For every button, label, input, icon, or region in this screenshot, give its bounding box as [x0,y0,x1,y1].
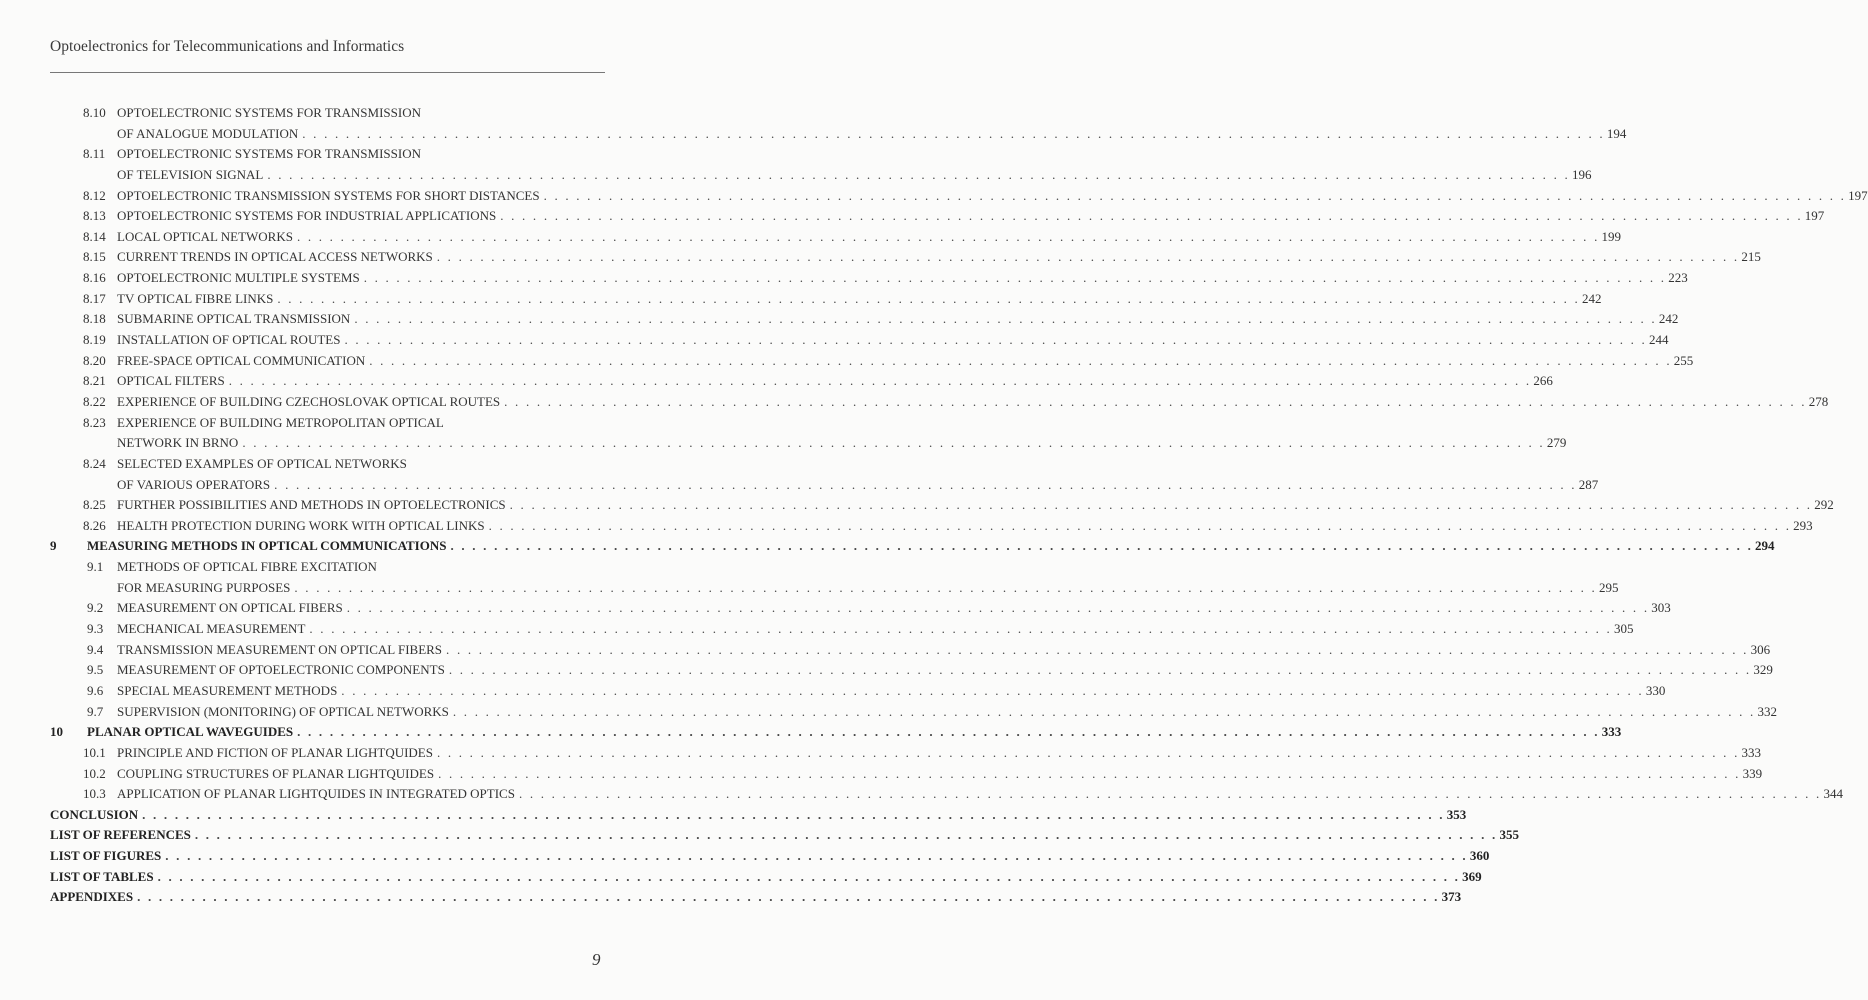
dot-leader: . . . . . . . . . . . . . . . . . . . . . . . . . . . . . . . . . . . . . . . . . . . . . . . . . . . . . . . . . . . . . . . . . . . . . . . . . . . . . . . . . . . . . . . . . . . . . . . . . . . . . . . . . . . . . . . . . . . . . . . . [452,703,1756,719]
toc-entry-page: 330 [1645,682,1666,698]
toc-entry-number: 10.2 [83,765,106,781]
toc-entry-number: 8.21 [83,373,106,389]
toc-entry [0,351,1694,372]
toc-entry-page: 295 [1598,579,1619,595]
toc-entry-number: 8.12 [83,187,106,203]
toc-entry [0,330,1669,351]
toc-entry-page: 199 [1601,228,1622,244]
dot-leader: . . . . . . . . . . . . . . . . . . . . . . . . . . . . . . . . . . . . . . . . . . . . . . . . . . . . . . . . . . . . . . . . . . . . . . . . . . . . . . . . . . . . . . . . . . . . . . . . . . . . . . . . . . . . . . . . . . . . . . . . [309,621,1612,637]
toc-entry-page: 305 [1613,621,1634,637]
dot-leader: . . . . . . . . . . . . . . . . . . . . . . . . . . . . . . . . . . . . . . . . . . . . . . . . . . . . . . . . . . . . . . . . . . . . . . . . . . . . . . . . . . . . . . . . . . . . . . . . . . . . . . . . . . . . . . . . . . . . . . . . [294,579,1597,595]
dot-leader: . . . . . . . . . . . . . . . . . . . . . . . . . . . . . . . . . . . . . . . . . . . . . . . . . . . . . . . . . . . . . . . . . . . . . . . . . . . . . . . . . . . . . . . . . . . . . . . . . . . . . . . . . . . . . . . . . . . . . . . . [448,662,1752,678]
toc-entry-page: 255 [1673,352,1694,368]
toc-entry-number: 8.10 [83,105,106,120]
header-rule [50,72,605,73]
dot-leader: . . . . . . . . . . . . . . . . . . . . . . . . . . . . . . . . . . . . . . . . . . . . . . . . . . . . . . . . . . . . . . . . . . . . . . . . . . . . . . . . . . . . . . . . . . . . . . . . . . . . . . . . . . . . . . . . . . . . . . . . [438,765,1741,781]
dot-leader: . . . . . . . . . . . . . . . . . . . . . . . . . . . . . . . . . . . . . . . . . . . . . . . . . . . . . . . . . . . . . . . . . . . . . . . . . . . . . . . . . . . . . . . . . . . . . . . . . . . . . . . . . . . . . . . . . . . . . . . . [297,724,1600,740]
toc-entry-title: OPTOELECTRONIC SYSTEMS FOR INDUSTRIAL APPLICATIONS [117,208,497,224]
toc-entry-number: 10 [50,724,63,740]
toc-entry-title: LIST OF FIGURES [50,848,162,864]
toc-entry [0,227,1622,248]
dot-leader: . . . . . . . . . . . . . . . . . . . . . . . . . . . . . . . . . . . . . . . . . . . . . . . . . . . . . . . . . . . . . . . . . . . . . . . . . . . . . . . . . . . . . . . . . . . . . . . . . . . . . . . . . . . . . . . . . . . . . . . . [194,827,1498,843]
toc-entry [0,144,673,165]
toc-entry-number: 9.3 [87,621,104,637]
toc-entry-number: 8.19 [83,332,106,348]
toc-entry-number: 9.5 [87,662,104,678]
toc-entry-title: PLANAR OPTICAL WAVEGUIDES [87,724,294,740]
toc-entry-number: 8.22 [83,393,106,409]
toc-entry-number: 8.14 [83,228,106,244]
toc-entry-title: OPTOELECTRONIC SYSTEMS FOR TRANSMISSION [117,105,421,120]
dot-leader: . . . . . . . . . . . . . . . . . . . . . . . . . . . . . . . . . . . . . . . . . . . . . . . . . . . . . . . . . . . . . . . . . . . . . . . . . . . . . . . . . . . . . . . . . . . . . . . . . . . . . . . . . . . . . . . . . . . . . . . . [274,476,1577,492]
toc-entry [0,433,1567,454]
dot-leader: . . . . . . . . . . . . . . . . . . . . . . . . . . . . . . . . . . . . . . . . . . . . . . . . . . . . . . . . . . . . . . . . . . . . . . . . . . . . . . . . . . . . . . . . . . . . . . . . . . . . . . . . . . . . . . . . . . . . . . . . [137,889,1440,905]
toc-entry-page: 333 [1741,744,1762,760]
toc-entry-number: 8.17 [83,290,106,306]
toc-entry-number: 8.16 [83,270,106,286]
toc-entry-title: MEASURING METHODS IN OPTICAL COMMUNICATIONS [87,538,447,554]
toc-entry [0,867,1482,888]
dot-leader: . . . . . . . . . . . . . . . . . . . . . . . . . . . . . . . . . . . . . . . . . . . . . . . . . . . . . . . . . . . . . . . . . . . . . . . . . . . . . . . . . . . . . . . . . . . . . . . . . . . . . . . . . . . . . . . . . . . . . . . . [341,682,1644,698]
toc-entry-page: 303 [1651,600,1671,616]
toc-entry-number: 9.1 [87,559,104,575]
toc-entry-page: 293 [1793,517,1813,533]
toc-entry-title: FURTHER POSSIBILITIES AND METHODS IN OPTOELECTRONICS [117,497,506,513]
page-number: 9 [592,950,601,969]
toc-entry-title: MEASUREMENT OF OPTOELECTRONIC COMPONENTS [117,662,445,678]
toc-entry-page: 332 [1757,703,1777,719]
toc-entry [0,413,673,434]
toc-entry-number: 8.13 [83,208,106,224]
dot-leader: . . . . . . . . . . . . . . . . . . . . . . . . . . . . . . . . . . . . . . . . . . . . . . . . . . . . . . . . . . . . . . . . . . . . . . . . . . . . . . . . . . . . . . . . . . . . . . . . . . . . . . . . . . . . . . . . . . . . . . . . [267,166,1570,182]
toc-entry-page: 369 [1462,868,1482,884]
toc-entry [0,846,1490,867]
dot-leader: . . . . . . . . . . . . . . . . . . . . . . . . . . . . . . . . . . . . . . . . . . . . . . . . . . . . . . . . . . . . . . . . . . . . . . . . . . . . . . . . . . . . . . . . . . . . . . . . . . . . . . . . . . . . . . . . . . . . . . . . [504,393,1807,409]
toc-entry-title: SPECIAL MEASUREMENT METHODS [117,682,338,698]
toc-entry-number: 8.15 [83,249,106,265]
dot-leader: . . . . . . . . . . . . . . . . . . . . . . . . . . . . . . . . . . . . . . . . . . . . . . . . . . . . . . . . . . . . . . . . . . . . . . . . . . . . . . . . . . . . . . . . . . . . . . . . . . . . . . . . . . . . . . . . . . . . . . . . [344,332,1648,348]
toc-entry-title: METHODS OF OPTICAL FIBRE EXCITATION [117,559,377,575]
toc-entry-title: OF ANALOGUE MODULATION [117,125,299,141]
toc-entry [0,557,673,578]
toc-entry-title: EXPERIENCE OF BUILDING CZECHOSLOVAK OPTICAL ROUTES [117,393,501,409]
dot-leader: . . . . . . . . . . . . . . . . . . . . . . . . . . . . . . . . . . . . . . . . . . . . . . . . . . . . . . . . . . . . . . . . . . . . . . . . . . . . . . . . . . . . . . . . . . . . . . . . . . . . . . . . . . . . . . . . . . . . . . . . [450,538,1754,554]
toc-entry-number: 10.3 [83,786,106,802]
toc-entry-page: 294 [1755,538,1775,554]
toc-entry-page: 344 [1823,786,1844,802]
toc-entry-title: APPENDIXES [50,889,134,905]
toc-entry-page: 197 [1804,208,1825,224]
toc-entry [0,805,1467,826]
toc-entry-title: EXPERIENCE OF BUILDING METROPOLITAN OPTICAL [117,414,444,430]
toc-entry-title: APPLICATION OF PLANAR LIGHTQUIDES IN INTEGRATED OPTICS [117,786,515,802]
dot-leader: . . . . . . . . . . . . . . . . . . . . . . . . . . . . . . . . . . . . . . . . . . . . . . . . . . . . . . . . . . . . . . . . . . . . . . . . . . . . . . . . . . . . . . . . . . . . . . . . . . . . . . . . . . . . . . . . . . . . . . . . [142,806,1445,822]
toc-entry-number: 8.20 [83,352,106,368]
dot-leader: . . . . . . . . . . . . . . . . . . . . . . . . . . . . . . . . . . . . . . . . . . . . . . . . . . . . . . . . . . . . . . . . . . . . . . . . . . . . . . . . . . . . . . . . . . . . . . . . . . . . . . . . . . . . . . . . . . . . . . . . [446,641,1749,657]
toc-entry-page: 353 [1446,806,1467,822]
toc-entry [0,475,1599,496]
toc-entry [0,516,1813,537]
toc-entry [0,784,1844,805]
toc-entry-number: 9.2 [87,600,104,616]
dot-leader: . . . . . . . . . . . . . . . . . . . . . . . . . . . . . . . . . . . . . . . . . . . . . . . . . . . . . . . . . . . . . . . . . . . . . . . . . . . . . . . . . . . . . . . . . . . . . . . . . . . . . . . . . . . . . . . . . . . . . . . . [228,373,1532,389]
toc-entry-page: 329 [1753,662,1773,678]
toc-entry-number: 9.7 [87,703,104,719]
toc-entry [0,887,1462,908]
dot-leader: . . . . . . . . . . . . . . . . . . . . . . . . . . . . . . . . . . . . . . . . . . . . . . . . . . . . . . . . . . . . . . . . . . . . . . . . . . . . . . . . . . . . . . . . . . . . . . . . . . . . . . . . . . . . . . . . . . . . . . . . [277,290,1580,306]
dot-leader: . . . . . . . . . . . . . . . . . . . . . . . . . . . . . . . . . . . . . . . . . . . . . . . . . . . . . . . . . . . . . . . . . . . . . . . . . . . . . . . . . . . . . . . . . . . . . . . . . . . . . . . . . . . . . . . . . . . . . . . . [500,208,1803,224]
toc-entry-title: TV OPTICAL FIBRE LINKS [117,290,274,306]
toc-entry-title: HEALTH PROTECTION DURING WORK WITH OPTICAL LINKS [117,517,485,533]
toc-entry-title: MECHANICAL MEASUREMENT [117,621,306,637]
toc-entry-number: 8.24 [83,455,106,471]
toc-entry [0,309,1679,330]
toc-entry-number: 8.18 [83,311,106,327]
toc-entry-page: 223 [1668,270,1688,286]
toc-entry-title: LIST OF TABLES [50,868,154,884]
toc-entry-number: 8.25 [83,497,106,513]
toc-entry-title: SELECTED EXAMPLES OF OPTICAL NETWORKS [117,455,407,471]
toc-entry [0,660,1773,681]
toc-entry-title: OPTICAL FILTERS [117,373,225,389]
toc-entry [0,764,1763,785]
toc-entry [0,268,1688,289]
dot-leader: . . . . . . . . . . . . . . . . . . . . . . . . . . . . . . . . . . . . . . . . . . . . . . . . . . . . . . . . . . . . . . . . . . . . . . . . . . . . . . . . . . . . . . . . . . . . . . . . . . . . . . . . . . . . . . . . . . . . . . . . [518,786,1822,802]
toc-entry [0,536,1775,557]
toc-entry-number: 8.23 [83,414,106,430]
toc-entry-number: 9 [50,538,57,554]
dot-leader: . . . . . . . . . . . . . . . . . . . . . . . . . . . . . . . . . . . . . . . . . . . . . . . . . . . . . . . . . . . . . . . . . . . . . . . . . . . . . . . . . . . . . . . . . . . . . . . . . . . . . . . . . . . . . . . . . . . . . . . . [346,600,1650,616]
toc-entry [0,495,1834,516]
toc-entry-number: 9.4 [87,641,104,657]
toc-entry-title: OPTOELECTRONIC TRANSMISSION SYSTEMS FOR SHORT DISTANCES [117,187,540,203]
dot-leader: . . . . . . . . . . . . . . . . . . . . . . . . . . . . . . . . . . . . . . . . . . . . . . . . . . . . . . . . . . . . . . . . . . . . . . . . . . . . . . . . . . . . . . . . . . . . . . . . . . . . . . . . . . . . . . . . . . . . . . . . [369,352,1672,368]
toc-entry-title: CONCLUSION [50,806,139,822]
toc-entry-title: NETWORK IN BRNO [117,435,239,451]
toc-entry-title: INSTALLATION OF OPTICAL ROUTES [117,332,341,348]
toc-entry-page: 278 [1808,393,1829,409]
running-header: Optoelectronics for Telecommunications and Informatics [50,38,405,55]
toc-entry-title: TRANSMISSION MEASUREMENT ON OPTICAL FIBERS [117,641,443,657]
dot-leader: . . . . . . . . . . . . . . . . . . . . . . . . . . . . . . . . . . . . . . . . . . . . . . . . . . . . . . . . . . . . . . . . . . . . . . . . . . . . . . . . . . . . . . . . . . . . . . . . . . . . . . . . . . . . . . . . . . . . . . . . [296,228,1600,244]
toc-entry-page: 196 [1571,166,1592,182]
toc-entry-page: 292 [1814,497,1834,513]
toc-entry [0,825,1519,846]
toc-entry-title: OPTOELECTRONIC MULTIPLE SYSTEMS [117,270,360,286]
toc-entry-title: SUPERVISION (MONITORING) OF OPTICAL NETWORKS [117,703,449,719]
toc-entry [0,722,1622,743]
dot-leader: . . . . . . . . . . . . . . . . . . . . . . . . . . . . . . . . . . . . . . . . . . . . . . . . . . . . . . . . . . . . . . . . . . . . . . . . . . . . . . . . . . . . . . . . . . . . . . . . . . . . . . . . . . . . . . . . . . . . . . . . [436,744,1740,760]
toc-entry-title: OF TELEVISION SIGNAL [117,166,264,182]
toc-entry-title: LOCAL OPTICAL NETWORKS [117,228,293,244]
toc-entry-title: OPTOELECTRONIC SYSTEMS FOR TRANSMISSION [117,146,421,162]
dot-leader: . . . . . . . . . . . . . . . . . . . . . . . . . . . . . . . . . . . . . . . . . . . . . . . . . . . . . . . . . . . . . . . . . . . . . . . . . . . . . . . . . . . . . . . . . . . . . . . . . . . . . . . . . . . . . . . . . . . . . . . . [543,187,1847,203]
toc-entry-page: 360 [1469,848,1490,864]
toc-entry-title: COUPLING STRUCTURES OF PLANAR LIGHTQUIDES [117,765,435,781]
toc-entry-number: 10.1 [83,744,106,760]
toc-entry [0,702,1777,723]
toc-entry-title: MEASUREMENT ON OPTICAL FIBERS [117,600,343,616]
toc-entry [0,124,1627,145]
toc-entry-page: 333 [1601,724,1622,740]
toc-entry-page: 215 [1741,249,1761,265]
toc-entry-title: SUBMARINE OPTICAL TRANSMISSION [117,311,351,327]
toc-entry-page: 266 [1533,373,1553,389]
dot-leader: . . . . . . . . . . . . . . . . . . . . . . . . . . . . . . . . . . . . . . . . . . . . . . . . . . . . . . . . . . . . . . . . . . . . . . . . . . . . . . . . . . . . . . . . . . . . . . . . . . . . . . . . . . . . . . . . . . . . . . . . [509,497,1813,513]
toc-entry [0,103,673,124]
toc-entry [0,247,1761,268]
toc-entry-title: OF VARIOUS OPERATORS [117,476,271,492]
toc-entry [0,289,1602,310]
toc-entry-page: 306 [1750,641,1771,657]
toc-entry [0,186,1868,207]
toc-entry [0,743,1762,764]
toc-entry-title: PRINCIPLE AND FICTION OF PLANAR LIGHTQUIDES [117,744,433,760]
dot-leader: . . . . . . . . . . . . . . . . . . . . . . . . . . . . . . . . . . . . . . . . . . . . . . . . . . . . . . . . . . . . . . . . . . . . . . . . . . . . . . . . . . . . . . . . . . . . . . . . . . . . . . . . . . . . . . . . . . . . . . . . [363,270,1667,286]
toc-entry-page: 287 [1578,476,1599,492]
toc-entry [0,165,1592,186]
toc-entry-title: LIST OF REFERENCES [50,827,191,843]
toc-entry-title: FREE-SPACE OPTICAL COMMUNICATION [117,352,366,368]
toc-entry-page: 244 [1649,332,1669,348]
toc-entry [0,371,1553,392]
toc-entry [0,206,1825,227]
toc-entry-title: CURRENT TRENDS IN OPTICAL ACCESS NETWORKS [117,249,433,265]
toc-entry [0,640,1771,661]
dot-leader: . . . . . . . . . . . . . . . . . . . . . . . . . . . . . . . . . . . . . . . . . . . . . . . . . . . . . . . . . . . . . . . . . . . . . . . . . . . . . . . . . . . . . . . . . . . . . . . . . . . . . . . . . . . . . . . . . . . . . . . . [488,517,1792,533]
toc-entry [0,598,1671,619]
table-of-contents [0,103,1868,908]
toc-entry-page: 197 [1848,187,1868,203]
dot-leader: . . . . . . . . . . . . . . . . . . . . . . . . . . . . . . . . . . . . . . . . . . . . . . . . . . . . . . . . . . . . . . . . . . . . . . . . . . . . . . . . . . . . . . . . . . . . . . . . . . . . . . . . . . . . . . . . . . . . . . . . [165,848,1468,864]
toc-entry-title: FOR MEASURING PURPOSES [117,579,291,595]
dot-leader: . . . . . . . . . . . . . . . . . . . . . . . . . . . . . . . . . . . . . . . . . . . . . . . . . . . . . . . . . . . . . . . . . . . . . . . . . . . . . . . . . . . . . . . . . . . . . . . . . . . . . . . . . . . . . . . . . . . . . . . . [354,311,1657,327]
toc-entry [0,454,673,475]
toc-entry-page: 279 [1546,435,1567,451]
toc-entry [0,578,1619,599]
toc-entry-page: 242 [1581,290,1602,306]
toc-entry-page: 339 [1742,765,1763,781]
toc-entry-page: 242 [1658,311,1679,327]
dot-leader: . . . . . . . . . . . . . . . . . . . . . . . . . . . . . . . . . . . . . . . . . . . . . . . . . . . . . . . . . . . . . . . . . . . . . . . . . . . . . . . . . . . . . . . . . . . . . . . . . . . . . . . . . . . . . . . . . . . . . . . . [302,125,1605,141]
toc-entry-number: 9.6 [87,682,104,698]
dot-leader: . . . . . . . . . . . . . . . . . . . . . . . . . . . . . . . . . . . . . . . . . . . . . . . . . . . . . . . . . . . . . . . . . . . . . . . . . . . . . . . . . . . . . . . . . . . . . . . . . . . . . . . . . . . . . . . . . . . . . . . . [242,435,1545,451]
toc-entry-page: 373 [1441,889,1462,905]
toc-entry [0,681,1666,702]
dot-leader: . . . . . . . . . . . . . . . . . . . . . . . . . . . . . . . . . . . . . . . . . . . . . . . . . . . . . . . . . . . . . . . . . . . . . . . . . . . . . . . . . . . . . . . . . . . . . . . . . . . . . . . . . . . . . . . . . . . . . . . . [157,868,1461,884]
toc-entry-page: 355 [1499,827,1519,843]
toc-entry-page: 194 [1606,125,1627,141]
toc-entry-number: 8.11 [83,146,106,162]
toc-entry [0,619,1634,640]
toc-entry-number: 8.26 [83,517,106,533]
toc-entry [0,392,1829,413]
dot-leader: . . . . . . . . . . . . . . . . . . . . . . . . . . . . . . . . . . . . . . . . . . . . . . . . . . . . . . . . . . . . . . . . . . . . . . . . . . . . . . . . . . . . . . . . . . . . . . . . . . . . . . . . . . . . . . . . . . . . . . . . [436,249,1740,265]
